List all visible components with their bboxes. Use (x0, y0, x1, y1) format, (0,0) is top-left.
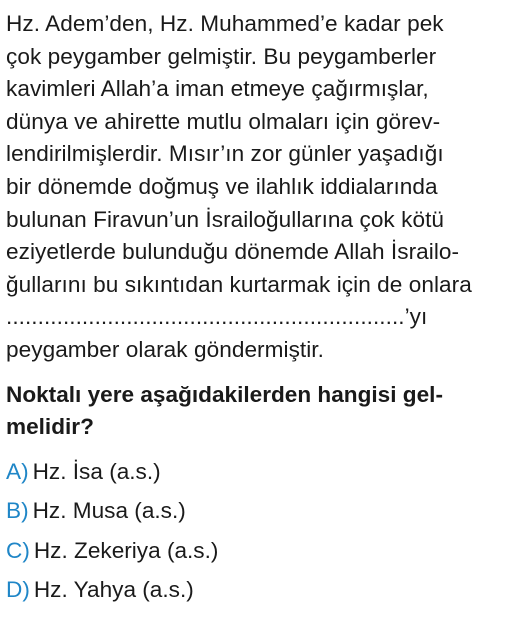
option-text: Hz. İsa (a.s.) (32, 458, 161, 484)
option-letter: C (6, 537, 23, 563)
option-b[interactable] (6, 497, 504, 525)
passage-line: dünya ve ahirette mutlu olmaları için görev- (6, 108, 441, 134)
option-d[interactable] (6, 576, 504, 604)
option-text: Hz. Musa (a.s.) (32, 498, 186, 524)
option-text: Hz. Yahya (a.s.) (33, 577, 194, 603)
question-passage (6, 0, 504, 367)
answer-options (6, 458, 504, 605)
option-letter: D (6, 577, 23, 603)
question-block (6, 0, 504, 616)
passage-line: kavimleri Allah’a iman etmeye çağırmışlar, (6, 76, 429, 102)
option-text: Hz. Zekeriya (a.s.) (33, 537, 219, 563)
passage-line: ğullarını bu sıkıntıdan kurtarmak için de onlara (6, 271, 472, 297)
passage-line: eziyetlerde bulunduğu dönemde Allah İsrailo- (6, 239, 460, 265)
option-paren: ) (22, 537, 30, 563)
option-a[interactable] (6, 458, 504, 486)
passage-line: bulunan Firavun’un İsrailoğullarına çok kötü (6, 206, 445, 232)
question-stem (6, 379, 504, 444)
option-paren: ) (21, 498, 29, 524)
option-paren: ) (22, 577, 30, 603)
option-letter: A (6, 458, 22, 484)
option-letter: B (6, 498, 22, 524)
fill-in-blank-line: ...............................................................’yı (6, 304, 428, 330)
stem-line: Noktalı yere aşağıdakilerden hangisi gel- (6, 381, 443, 407)
stem-line: melidir? (6, 414, 94, 440)
passage-line: Hz. Adem’den, Hz. Muhammed’e kadar pek (6, 11, 444, 36)
passage-line: peygamber olarak göndermiştir. (6, 336, 324, 362)
option-paren: ) (21, 458, 29, 484)
passage-line: çok peygamber gelmiştir. Bu peygamberler (6, 43, 437, 69)
passage-line: bir dönemde doğmuş ve ilahlık iddialarında (6, 173, 438, 199)
option-c[interactable] (6, 537, 504, 565)
passage-line: lendirilmişlerdir. Mısır’ın zor günler yaşadığı (6, 141, 444, 167)
